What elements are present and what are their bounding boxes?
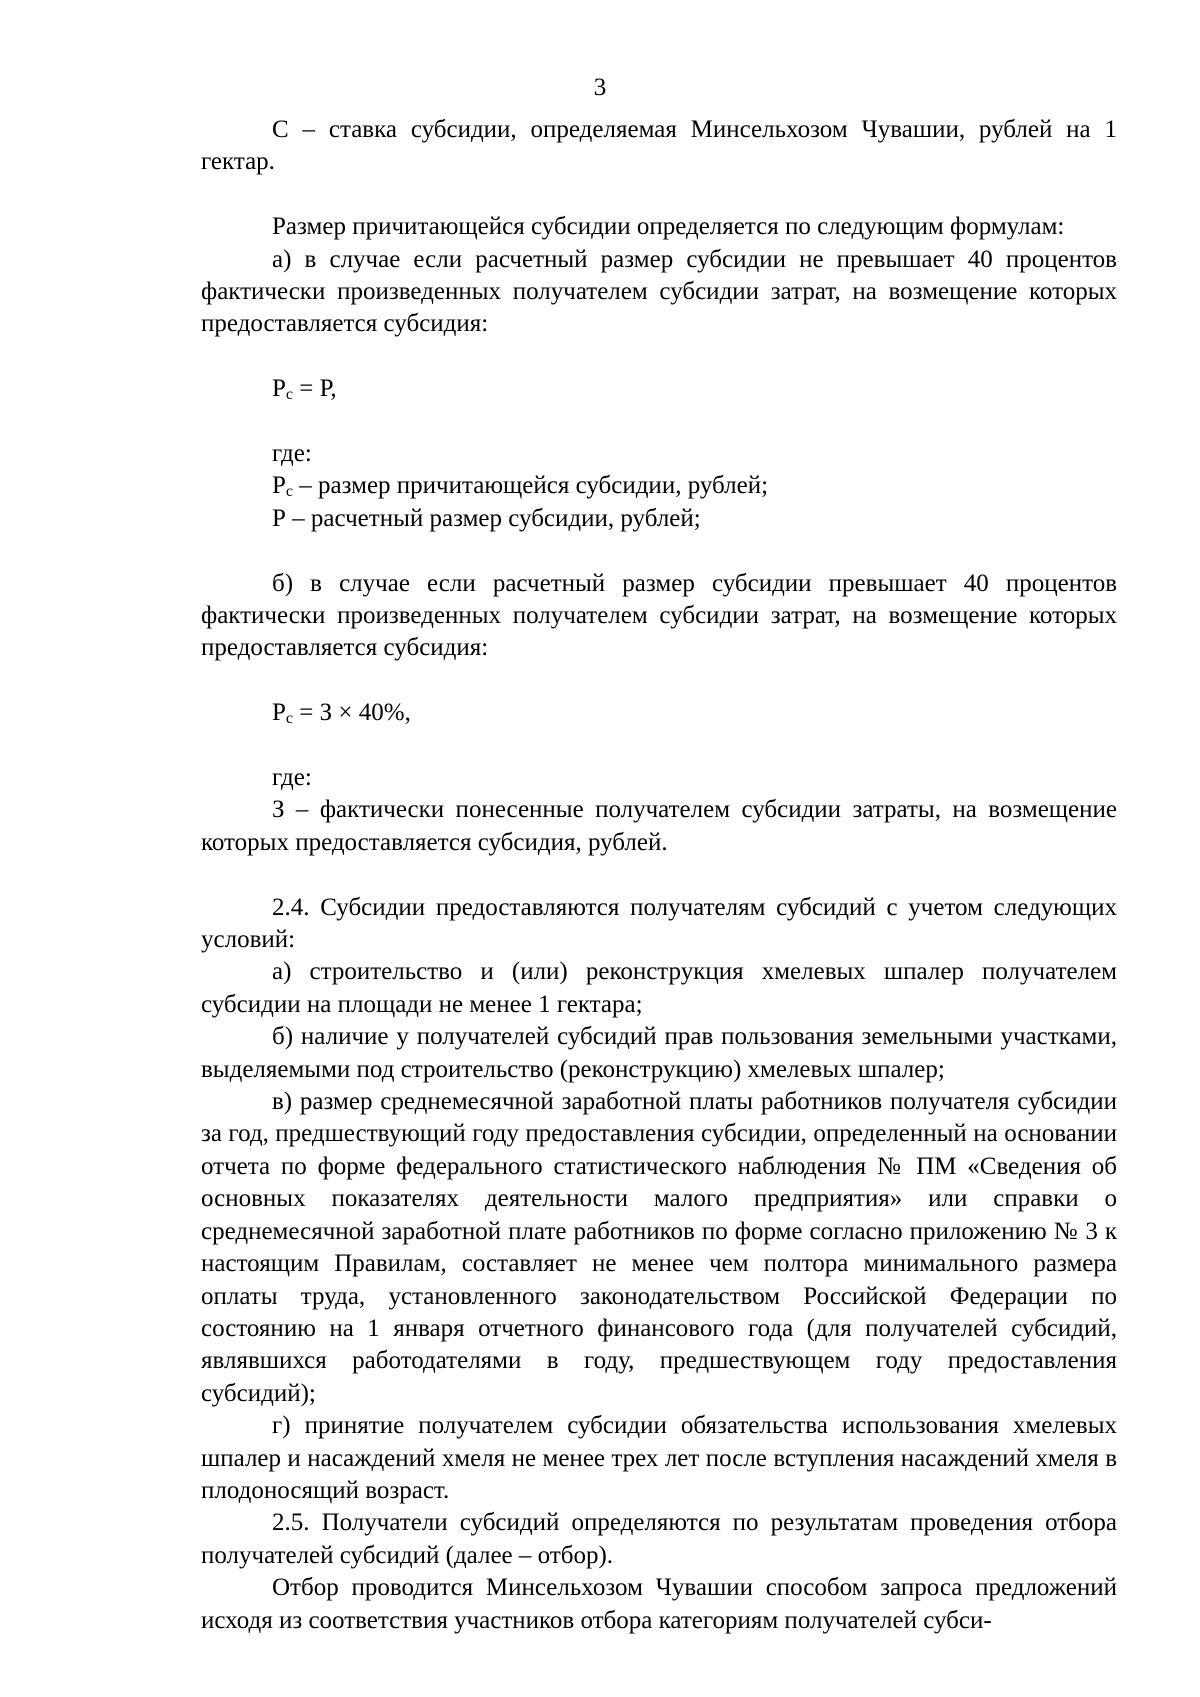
paragraph-rate-definition: С – ставка субсидии, определяемая Минсельхозом Чувашии, рублей на 1 гектар. (201, 116, 1117, 176)
paragraph-case-b: б) в случае если расчетный размер субсидии превышает 40 процентов фактически произведенных получателем субсидии затрат, на возмещение которых предоставляется субсидия: (201, 569, 1117, 662)
where-label: где: (272, 764, 312, 792)
document-body (201, 114, 1117, 1637)
formula-symbol: Р (272, 375, 286, 403)
formula-b-rest: = З × 40%, (293, 699, 411, 727)
condition-v: в) размер среднемесячной заработной платы работников получателя субсидии за год, предшествующий году предоставления субсидии, определенный на основании отчета по форме федерального статистического наблюдения № ПМ «Сведения об основных показателях деятельности малого предприятия» или справки о среднемесячной заработной плате работников по форме согласно приложению № 3 к настоящим Правилам, составляет не менее чем полтора минимального размера оплаты труда, установленного законодательством Российской Федерации по состоянию на 1 января отчетного финансового года (для получателей субсидий, являвшихся работодателями в году, предшествующем году предоставления субсидий); (201, 1088, 1117, 1407)
paragraph-case-a: а) в случае если расчетный размер субсидии не превышает 40 процентов фактически произведенных получателем субсидии затрат, на возмещение которых предоставляется субсидия: (201, 245, 1117, 338)
blank-line (201, 730, 1117, 762)
formula-symbol: Р (272, 472, 286, 500)
section-2-4: 2.4. Субсидии предоставляются получателям субсидий с учетом следующих условий: (201, 893, 1117, 954)
condition-b: б) наличие у получателей субсидий прав пользования земельными участками, выделяемыми под строительство (реконструкцию) хмелевых шпалер; (201, 1023, 1117, 1083)
definition-z: З – фактически понесенные получателем субсидии затраты, на возмещение которых предоставляется субсидия, рублей. (201, 796, 1117, 856)
condition-a: а) строительство и (или) реконструкция хмелевых шпалер получателем субсидии на площади не менее 1 гектара; (201, 958, 1117, 1018)
paragraph-selection: Отбор проводится Минсельхозом Чувашии способом запроса предложений исходя из соответствия участников отбора категориям получателей субси- (201, 1574, 1117, 1634)
formula-subscript: с (285, 386, 294, 404)
definition-r: Р – расчетный размер субсидии, рублей; (272, 504, 701, 532)
blank-line (201, 535, 1117, 567)
formula-a (201, 373, 1117, 405)
formula-a-rest: = Р, (293, 375, 337, 403)
paragraph-formulas-intro: Размер причитающейся субсидии определяется по следующим формулам: (272, 213, 1065, 241)
formula-b (201, 697, 1117, 729)
section-2-5: 2.5. Получатели субсидий определяются по результатам проведения отбора получателей субсидий (далее – отбор). (201, 1509, 1117, 1569)
where-label: где: (272, 440, 312, 468)
definition-rc (201, 470, 1117, 502)
formula-symbol: Р (272, 699, 286, 727)
formula-subscript: с (285, 710, 294, 728)
blank-line (201, 179, 1117, 211)
blank-line (201, 406, 1117, 438)
blank-line (201, 341, 1117, 373)
condition-g: г) принятие получателем субсидии обязательства использования хмелевых шпалер и насаждений хмеля не менее трех лет после вступления насаждений хмеля в плодоносящий возраст. (201, 1412, 1117, 1504)
blank-line (201, 665, 1117, 697)
blank-line (201, 859, 1117, 891)
page-number: 3 (593, 74, 607, 101)
definition-rc-text: – размер причитающейся субсидии, рублей; (293, 472, 769, 500)
formula-subscript: с (285, 483, 294, 501)
